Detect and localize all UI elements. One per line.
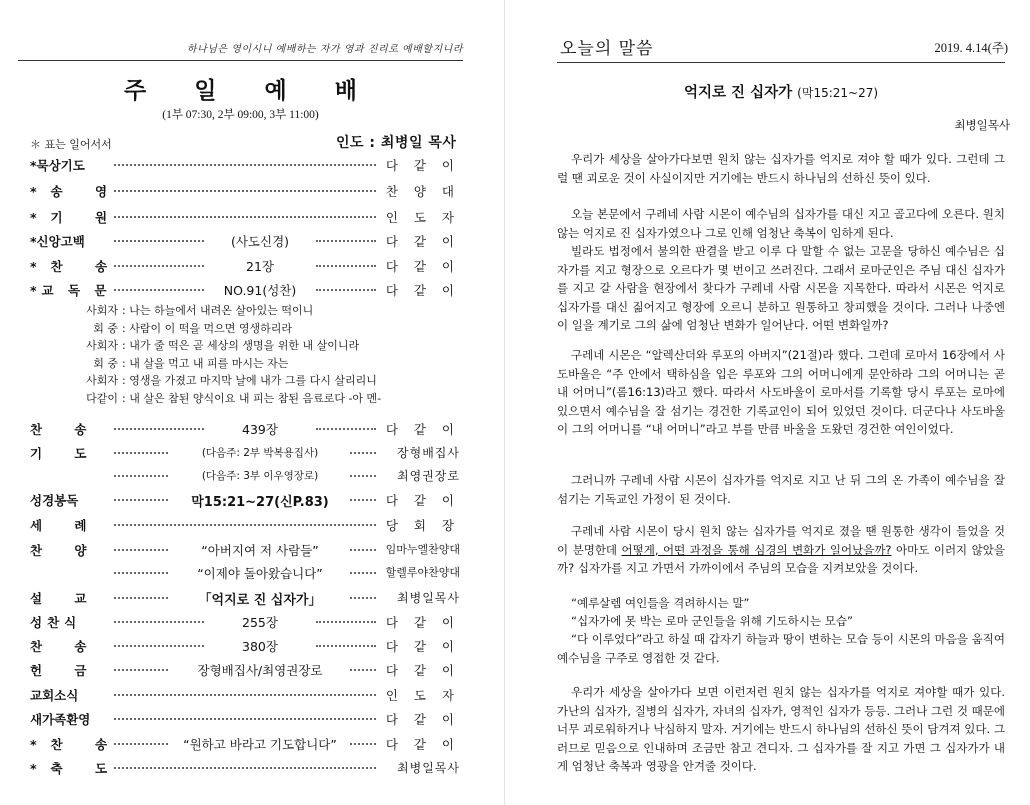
speaker: 회 중 [93, 321, 118, 335]
responsive-reading [76, 302, 381, 408]
order-row [30, 416, 460, 440]
responsive-line: 사회자 : 영생을 가졌고 마지막 날에 내가 그를 다시 살리리니 [76, 372, 381, 390]
order-item: “이제야 돌아왔습니다” [170, 564, 350, 582]
sermon-title-text: 억지로 진 십자가 [683, 85, 793, 101]
order-role: 인 도 자 [385, 688, 460, 703]
dot-leader [114, 265, 204, 267]
paragraph-text: 구레네 사람 시몬이 당시 원치 않는 십자가를 억지로 졌을 땐 원통한 생각이 들었을 것이 분명한데 [557, 524, 1005, 557]
order-role: 당 회 장 [385, 518, 460, 533]
sermon-paragraph: 오늘 본문에서 구레네 사람 시몬이 예수님의 십자가를 대신 지고 골고다에 오른다. 원치 않는 억지로 진 십자가였으나 그로 인해 엄청난 축복이 임하게 된다. [557, 207, 1005, 240]
reading-text: 내 살을 먹고 내 피를 마시는 자는 [129, 356, 289, 370]
order-label: 헌 금 [30, 663, 101, 678]
order-role: 다 같 이 [385, 259, 460, 274]
order-role: 다 같 이 [385, 737, 460, 752]
order-label: *신앙고백 [30, 234, 85, 249]
order-item: 439장 [204, 420, 316, 438]
stand-note: ＊ 표는 일어서서 [30, 138, 112, 151]
order-item: (다음주: 2부 박복용집사) [170, 445, 350, 460]
order-item: “아버지여 저 사람들” [170, 541, 350, 559]
speaker: 사회자 [86, 374, 118, 388]
dot-leader [114, 767, 376, 769]
responsive-line: 사회자 : 나는 하늘에서 내려온 살아있는 떡이니 [76, 302, 381, 320]
dot-leader [316, 621, 376, 623]
sermon-paragraph: 우리가 세상을 살아가다 보면 이런저런 원치 않는 십자가를 억지로 져야할 때가 있다. 가난의 십자가, 질병의 십자가, 자녀의 십자가, 영적인 십자가 등등. 그러나 그런 것 때문에 너무 괴로워하거나 낙심하지 말자. 거기에는 반드시 하나님의 선하신 뜻이 담겨져 있다. 그러므로 믿음으로 인내하며 조금만 참고 견디자. 그 십자가를 잘 지고 가면 그 십자가가 내게 엄청난 축복과 영광을 안겨줄 것이다. [557, 685, 1005, 773]
order-role: 다 같 이 [385, 615, 460, 630]
dot-leader [114, 428, 204, 430]
sermon-paragraph [557, 522, 1005, 578]
leader: 인도 : 최병일 목사 [336, 135, 457, 151]
order-row [30, 512, 460, 536]
order-item: “원하고 바라고 기도합니다” [170, 735, 350, 753]
order-label: 성경봉독 [30, 493, 79, 508]
dot-leader [114, 164, 376, 166]
order-item: (다음주: 3부 이우영장로) [170, 468, 350, 483]
underlined-question: 어떻게, 어떤 과정을 통해 심경의 변화가 일어났을까? [621, 542, 892, 557]
dot-leader [316, 428, 376, 430]
reading-text: 내가 줄 떡은 곧 세상의 생명을 위한 내 살이니라 [129, 339, 360, 353]
dot-leader [316, 265, 376, 267]
order-role: 다 같 이 [385, 422, 460, 437]
dot-leader [114, 240, 204, 242]
sermon-author: 최병일목사 [954, 118, 1010, 132]
reading-text: 사람이 이 떡을 먹으면 영생하리라 [129, 321, 292, 335]
order-row [30, 585, 460, 609]
order-role: 임마누엘찬양대 [385, 543, 460, 556]
speaker: 다같이 [86, 391, 118, 405]
order-row [30, 228, 460, 252]
page-fold [504, 0, 505, 805]
speaker: 사회자 [86, 304, 118, 317]
order-role: 최영권장로 [397, 469, 460, 483]
order-role: 다 같 이 [385, 158, 460, 173]
order-role: 다 같 이 [385, 663, 460, 678]
reading-text: 내 살은 참된 양식이요 내 피는 참된 음료로다 -아 멘- [129, 391, 382, 405]
dot-leader [114, 621, 204, 623]
order-label: 찬 양 [30, 543, 101, 558]
order-role: 할렐루야찬양대 [385, 566, 460, 579]
order-role: 다 같 이 [385, 639, 460, 654]
responsive-line: 회 중 : 사람이 이 떡을 먹으면 영생하리라 [76, 320, 381, 338]
order-row [30, 178, 460, 202]
order-label: 세 례 [30, 518, 101, 533]
order-item: (사도신경) [204, 232, 316, 250]
sermon-paragraph: 빌라도 법정에서 불의한 판결을 받고 이루 다 말할 수 없는 고문을 당하신 예수님은 십자가를 지고 형장으로 오르다가 몇 번이고 쓰러진다. 그래서 로마군인은 주님 대신 십자가를 지고 갈 사람을 현장에서 찾다가 구레네 사람 시몬을 지목한다. 따라서 시몬은 억지로 십자가를 대신 짊어지고 형장에 오르니 분하고 원통하고 창피했을 것이다. 그러나 나중엔 이 일을 계기로 그의 삶에 엄청난 변화가 일어난다. 어떤 변화일까? [557, 244, 1005, 332]
order-row [30, 682, 460, 706]
order-label: 기 도 [30, 446, 101, 461]
order-label: *찬 송 [30, 737, 122, 752]
order-row [30, 253, 460, 277]
header-rule [557, 62, 1005, 63]
order-row [30, 633, 460, 657]
order-item: 21장 [204, 257, 316, 275]
order-item: 380장 [204, 637, 316, 655]
dot-leader [316, 645, 376, 647]
order-label: 교회소식 [30, 688, 79, 703]
speaker: 회 중 [93, 356, 118, 370]
worship-title: 주 일 예 배 [124, 78, 377, 104]
scripture-ref: (막15:21~27) [797, 86, 879, 100]
order-row [30, 277, 460, 301]
order-label: *찬 송 [30, 259, 122, 274]
reading-text: 영생을 가졌고 마지막 날에 내가 그를 다시 살리리니 [129, 374, 377, 388]
order-role: 최병일목사 [397, 761, 460, 775]
order-role: 최병일목사 [397, 591, 460, 605]
order-row [30, 487, 460, 511]
order-label: 설 교 [30, 591, 101, 606]
order-label: *묵상기도 [30, 158, 85, 173]
order-role: 인 도 자 [385, 210, 460, 225]
sermon-quote: “다 이루었다”라고 하실 때 갑자기 하늘과 땅이 변하는 모습 등이 시몬의 마음을 움직여 예수님을 구주로 영접한 것 같다. [557, 632, 1005, 665]
worship-order-page [0, 0, 495, 805]
order-row [30, 706, 460, 730]
order-row [30, 609, 460, 633]
dot-leader [114, 216, 376, 218]
order-role: 장형배집사 [397, 446, 460, 460]
order-role: 다 같 이 [385, 234, 460, 249]
order-item: 「억지로 진 십자가」 [170, 589, 350, 608]
order-item: 255장 [204, 613, 316, 631]
reading-text: 나는 하늘에서 내려온 살아있는 떡이니 [129, 304, 314, 317]
dot-leader [114, 718, 376, 720]
order-row [30, 537, 460, 561]
sermon-header: 오늘의 말씀 [560, 39, 654, 59]
dot-leader [316, 289, 376, 291]
responsive-line: 사회자 : 내가 줄 떡은 곧 세상의 생명을 위한 내 살이니라 [76, 337, 381, 355]
order-label: *기 원 [30, 210, 122, 225]
bulletin-date: 2019. 4.14(주) [934, 41, 1008, 55]
order-item: 장형배집사/최영권장로 [170, 661, 350, 679]
sermon-paragraph: 우리가 세상을 살아가다보면 원치 않는 십자가를 억지로 져야 할 때가 있다. 그런데 그럴 땐 괴로운 것이 사실이지만 거기에는 반드시 하나님의 선하신 뜻이 있다. [557, 152, 1005, 185]
responsive-line: 다같이 : 내 살은 참된 양식이요 내 피는 참된 음료로다 -아 멘- [76, 390, 381, 408]
order-row [30, 440, 460, 464]
responsive-line: 회 중 : 내 살을 먹고 내 피를 마시는 자는 [76, 355, 381, 373]
paragraph-text: 아마도 이러지 않았을까? 십자가를 지고 가면서 가까이에서 주님의 모습을 지켜보았을 것이다. [557, 542, 1005, 575]
speaker: 사회자 [86, 339, 118, 353]
order-role: 다 같 이 [385, 712, 460, 727]
dot-leader [114, 694, 376, 696]
order-label: 찬 송 [30, 639, 101, 654]
order-item: NO.91(성찬) [204, 281, 316, 299]
order-label: *교 독 문 [30, 283, 112, 298]
order-role: 다 같 이 [385, 493, 460, 508]
order-role: 찬 양 대 [385, 184, 460, 199]
sermon-page [515, 0, 1030, 805]
header-rule [18, 60, 463, 61]
order-item: 막15:21~27(신P.83) [170, 491, 350, 510]
order-row [30, 204, 460, 228]
order-label: *송 영 [30, 184, 122, 199]
order-row [30, 560, 460, 584]
order-label: 찬 송 [30, 422, 101, 437]
sermon-quote: “예루살렘 여인들을 격려하시는 말” [571, 596, 750, 610]
sermon-paragraph: 그러니까 구레네 사람 시몬이 십자가를 억지로 지고 난 뒤 그의 온 가족이 예수님을 잘 섬기는 기독교인 가정이 된 것이다. [557, 473, 1005, 506]
order-role: 다 같 이 [385, 283, 460, 298]
order-row [30, 657, 460, 681]
service-times: (1부 07:30, 2부 09:00, 3부 11:00) [162, 109, 319, 121]
order-row [30, 755, 460, 779]
sermon-paragraph: 구레네 시몬은 “알렉산더와 루포의 아버지”(21절)라 했다. 그런데 로마서 16장에서 사도바울은 “주 안에서 택하심을 입은 루포와 그의 어머니에게 문안하라 그의 어머니는 곧 내 어머니”(롬16:13)라고 했다. 따라서 사도바울이 로마서를 기록할 당시 루포는 로마에 있으면서 예수님을 잘 섬기는 경건한 기록교인이 되어 있었던 것이다. 더군다나 사도바울이 그의 어머니를 “내 어머니”라고 부를 만큼 바울을 도왔던 경건한 여인이었다. [557, 348, 1005, 436]
motto: 하나님은 영이시니 예배하는 자가 영과 진리로 예배할지니라 [186, 44, 463, 55]
order-label: 성찬식 [30, 615, 82, 630]
dot-leader [114, 190, 376, 192]
order-row [30, 731, 460, 755]
dot-leader [316, 240, 376, 242]
dot-leader [114, 524, 376, 526]
order-row [30, 463, 460, 487]
dot-leader [114, 645, 204, 647]
order-label: *축 도 [30, 761, 122, 776]
dot-leader [114, 289, 204, 291]
sermon-title [557, 81, 1005, 102]
order-row [30, 152, 460, 176]
order-label: 새가족환영 [30, 712, 91, 727]
sermon-quote: “십자가에 못 박는 로마 군인들을 위해 기도하시는 모습” [571, 614, 853, 628]
